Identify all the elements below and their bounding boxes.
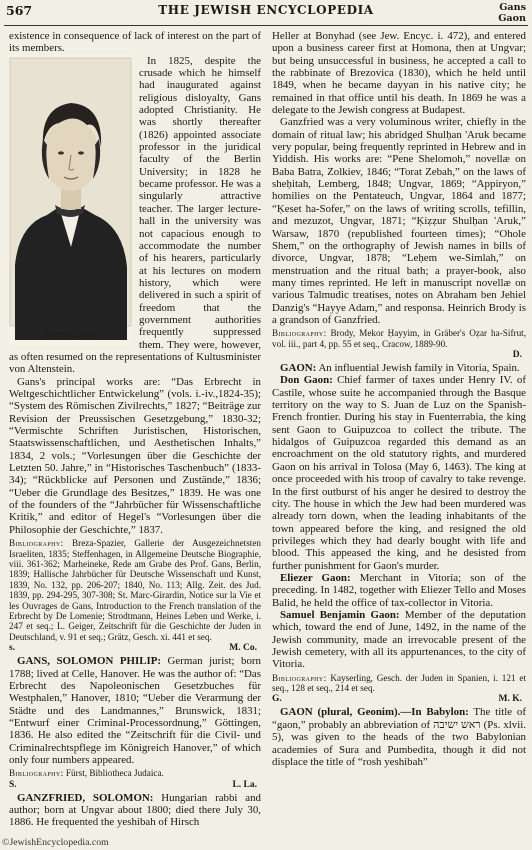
paragraph: Gans's principal works are: “Das Erbrecht in Weltgeschichtlicher Entwickelung” (vols. i.-iv.,1824-35); “System des Römischen Zivilrechts,” 1827; “Beiträge zur Revision der Preussischen Gesetzgebung,” 1830-32; “Vermischte Schriften Juristischen, Historischen, Staatswissenschaftlichen, und Aesthetischen Inhalts,” 1834, 2 vols.; “Vorlesungen über die Geschichte der Letzten 50. Jahre,” in “Historisches Taschenbuch” (1833-34); “Rückblicke auf Personen und Zustände,” 1836; “Ueber die Grundlage des Besitzes,” 1839. He was one of the founders of the “Jahrbücher für Wissenschaftliche Kritik,” and editor of Hegel's “Vorlesungen über die Philosophie der Geschichte,” 1837.: [9, 375, 261, 536]
bibliography: [272, 328, 526, 349]
entry-eliezer-gaon: [272, 572, 526, 609]
portrait-caption: Eduard Gans.: [44, 329, 97, 340]
signature-class: s.: [9, 643, 16, 654]
portrait-figure: [9, 55, 132, 345]
bibliography-text: Brody, Mekor Ḥayyim, in Gräber's Oẓar ha-Sifrut, vol. iii., part 4, pp. 55 et seq., Cracow, 1889-90.: [272, 328, 527, 349]
bibliography-text: Fürst, Bibliotheca Judaica.: [65, 768, 164, 779]
entry-head: Samuel Benjamin Gaon:: [280, 608, 400, 621]
bibliography-label: Bibliography:: [9, 768, 64, 779]
entry-ganzfried-solomon: [9, 792, 261, 829]
paragraph: Heller at Bonyhad (see Jew. Encyc. i. 472), and entered upon a business career first at Homona, then at Ungvar; but being unsuccessful in business, he accepted a call to the rabbinate of Brezovica (1830), which he held until 1849, when he became dayyan in his native city; he remained in that office until his death. In 1869 he was a delegate to the Jewish congress at Budapest.: [272, 30, 526, 117]
header-rule: [4, 25, 528, 26]
bibliography: [9, 768, 261, 778]
entry-text: Hungarian rabbi and author; born at Ungvar about 1800; died there July 30, 1886. He frequented the yeshibah of Hirsch: [9, 791, 261, 829]
paragraph: In 1825, despite the crusade which he himself had inaugurated against religious disloyalty, Gans adopted Christianity. He was shortly thereafter (1826) appointed associate professor in the juridical faculty of the Berlin University; in 1828 he became professor. He was a singularly attractive teacher. The larger lecture-hall in the university was not capacious enough to accommodate the number of his hearers, particularly at his lectures on modern history, which were delivered in such a spirit of freedom that the government authorities frequently suppressed them. They were, however, as often resumed on the representations of Kultusminister von Altenstein.: [9, 54, 261, 376]
journal-title: THE JEWISH ENCYCLOPEDIA: [158, 3, 374, 17]
bibliography-label: Bibliography:: [272, 328, 327, 339]
right-column: [272, 30, 526, 768]
entry-text: German jurist; born 1788; lived at Celle, Hanover. He was the author of: “Das Erbrecht des Napoleonischen Gesetzbuches für Westphalen,” Hanover, 1810; “Ueber die Verarmung der Städte und des Landmannes,” Brunswick, 1831; “Entwurf einer Criminal-Processordnung,” Göttingen, 1836. He also edited the “Zeitschrift für die Civil- und Criminalrechtspflege im Königreich Hanover,” of which only four numbers appeared.: [9, 655, 261, 766]
bibliography: [9, 538, 261, 642]
entry-gaon: [272, 362, 526, 374]
bibliography-text: Breza-Spazier, Gallerie der Ausgezeichnetsten Israeliten, 1835; Steffenhagen, in Allgemeine Deutsche Biographie, viii. 361-362; Marheineke, Rede am Grabe des Prof. Gans, Berlin, 1839; Hallische Jahrbücher für Deutsche Wissenschaft und Kunst, 1839, No. 132, pp. 206-207; 1840, No. 113; Allg. Zeit. des Jud. 1839, pp. 294-295, 307-308; St. Marc-Girardin, Notice sur la Vie et les Ouvrages de Gans, Introduction to the French translation of the Erbrecht by De Lomenie; Strodtmann, Heines Leben und Werke, i. 247 et seq.; L. Geiger, Zeitschrift für die Geschichte der Juden in Deutschland, v. 91 et seq.; Grätz, Gesch. xi. 441 et seq.: [9, 538, 261, 642]
footer-credit: ©JewishEncyclopedia.com: [2, 837, 109, 848]
entry-head: GAON (plural, Geonim).—In Babylon:: [280, 706, 469, 719]
signature: [9, 780, 257, 791]
entry-text: The title of “gaon,” probably an abbreviation of ראש ישיבה (Ps. xlvii. 5), was given to the heads of the two Babylonian academies of Sura and Pumbedita, though it did not displace the title of “rosh yeshibah”: [272, 706, 527, 768]
paragraph: existence in consequence of lack of interest on the part of its members.: [9, 30, 261, 55]
entry-head: Eliezer Gaon:: [280, 571, 351, 584]
paragraph: Ganzfried was a very voluminous writer, chiefly in the domain of ritual law; his abridged Shulḥan 'Aruk became very popular, being frequently reprinted in Hebrew and in Yiddish. His works are: “Pene Shelomoh,” novellæ on Baba Batra, Zolkiev, 1846; “Torat Zebah,” on the laws of sheḥitah, Lemberg, 1848; Ungvar, 1869; “Appiryon,” homilies on the Pentateuch, Ungvar, 1864 and 1877; “Ḳeset ha-Sofer,” on the laws of writing scrolls, tefillin, and mezuzot, Ungvar, 1871; “Ḳiẓẓur Shulḥan 'Aruk,” Warsaw, 1870 (republished fourteen times); “Ohole Shem,” on the orthography of Jewish names in bills of divorce, Ungvar, 1878; “Leḥem we-Simlah,” on menstruation and the ritual bath; a prayer-book, also many times reprinted. He left in manuscript novellæ on various Talmudic treatises, notes on Abraham ben Jehiel Danzig's “Hayye Adam,” and responsa. Heinrich Brody is a grandson of Ganzfried.: [272, 116, 526, 326]
entry-text: An influential Jewish family in Vitoria, Spain.: [318, 362, 520, 375]
entry-text: Merchant in Vitoria; son of the preceding. In 1482, together with Eliezer Tello and Moses Balid, he held the office of tax-collector in Vitoria.: [272, 571, 526, 609]
signature: [272, 350, 522, 361]
entry-text: Chief farmer of taxes under Henry IV. of Castile, whose suite he accompanied through the Basque territory on the way to S. Juan de Luz on the Spanish-French frontier. During his stay in Fuenterrabia, the king sent Gaon to Guipuzcoa to collect the tribute. The hidalgos of Guipuzcoa regarded this demand as an encroachment on the old statutory rights, and murdered Gaon on his arrival in Tolosa (May 6, 1463). The king at once proceeded with his troop of cavalry to take revenge. In the first outburst of his anger he desired to destroy the city. The house in which the Jew had been murdered was already torn down, when the leading inhabitants of the town appeared before the king, and resigned the old privileges which they had dearly bought with life and blood. This appeased the king, and he desisted from further punishment for Gaon's murder.: [272, 374, 526, 572]
signature-author: M. K.: [498, 694, 522, 705]
entry-head: Don Gaon:: [280, 374, 333, 387]
entry-text: Member of the deputation which, toward the end of June, 1492, in the name of the Jewish community, made an irrevocable present of the Jewish cemetery, with all its appurtenances, to the city of Vitoria.: [272, 608, 526, 671]
left-column: [9, 30, 261, 829]
signature: [9, 643, 257, 654]
entry-gaon-geonim: [272, 706, 526, 768]
entry-head: GANS, SOLOMON PHILIP:: [17, 655, 162, 668]
signature-class: G.: [272, 694, 282, 705]
bibliography: [272, 673, 526, 694]
entry-gans-solomon-philip: [9, 655, 261, 766]
entry-don-gaon: [272, 374, 526, 572]
bibliography-text: Kayserling, Gesch. der Juden in Spanien, i. 121 et seq., 128 et seq., 214 et seq.: [272, 672, 526, 694]
signature-author: L. La.: [232, 779, 257, 790]
running-head-gans: Gans: [499, 2, 526, 13]
entry-head: GAON:: [280, 362, 317, 375]
signature-author: D.: [512, 350, 522, 361]
entry-samuel-benjamin-gaon: [272, 609, 526, 671]
bibliography-label: Bibliography:: [272, 672, 327, 683]
entry-head: GANZFRIED, SOLOMON:: [17, 791, 154, 804]
running-head: [498, 2, 526, 24]
signature-class: S.: [9, 779, 17, 790]
running-head-gaon: Gaon: [498, 13, 526, 24]
page-number: 567: [6, 3, 33, 18]
signature: [272, 694, 522, 705]
signature-author: M. Co.: [229, 643, 257, 654]
bibliography-label: Bibliography:: [9, 538, 64, 549]
portrait-engraving: [9, 55, 132, 345]
